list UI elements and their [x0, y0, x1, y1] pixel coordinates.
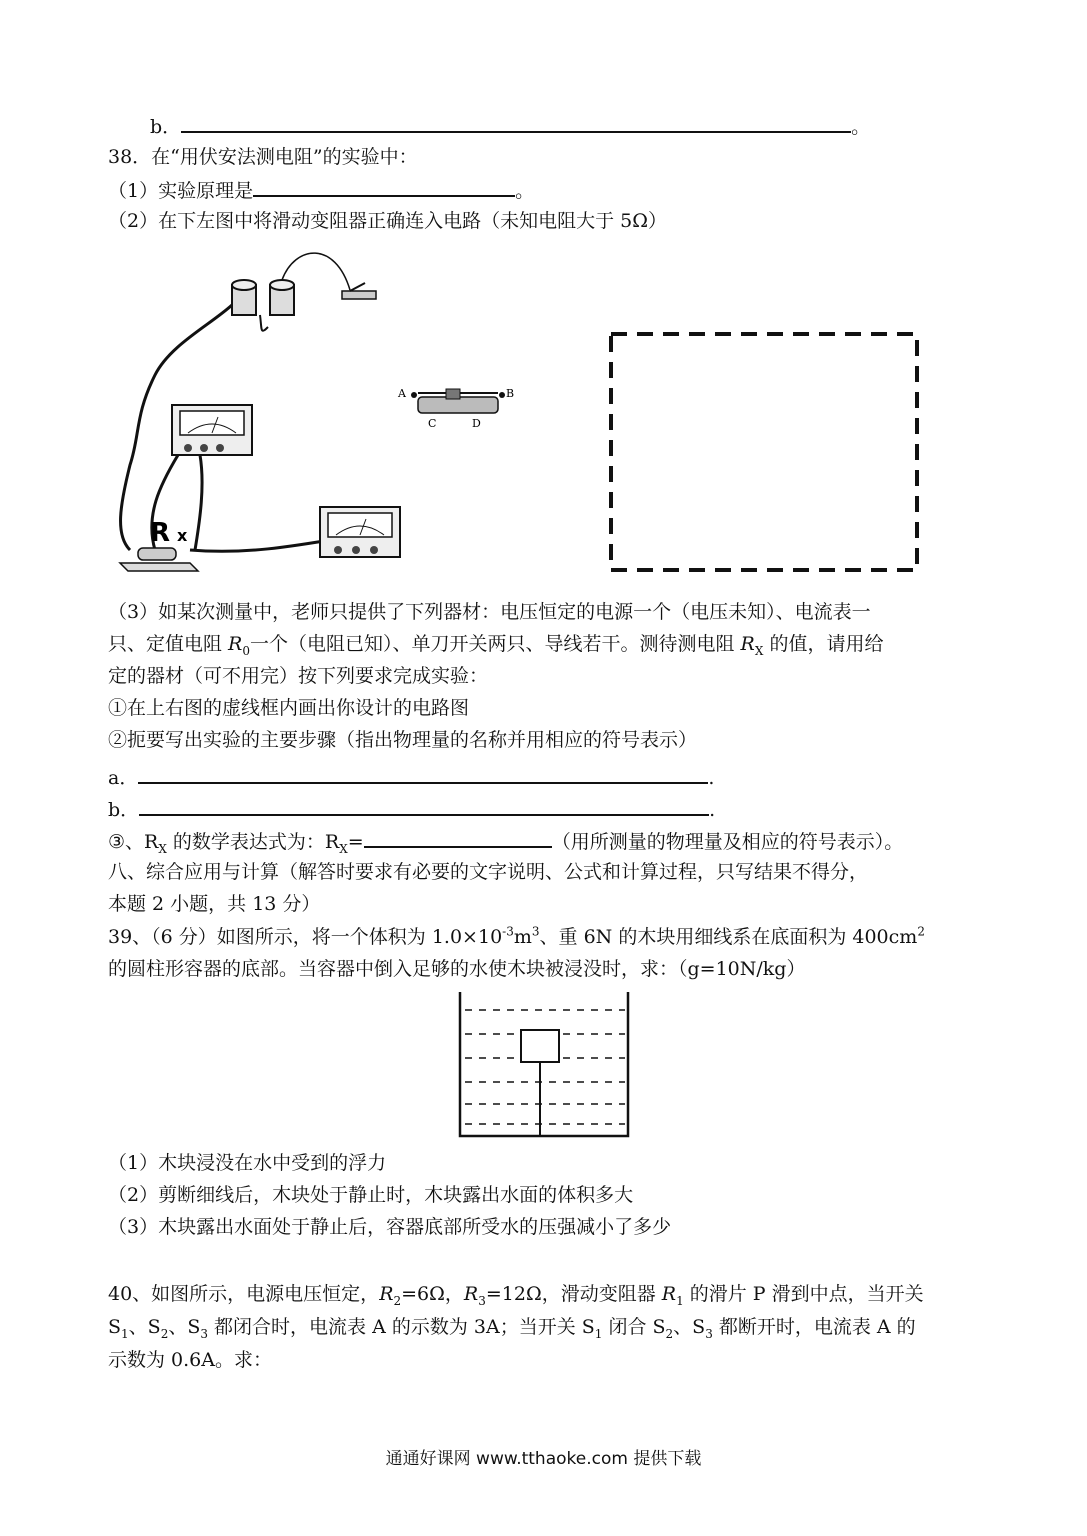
rheostat-icon [411, 389, 505, 413]
q40-l2-s2: 2 [160, 1326, 169, 1341]
q38-part2: （2）在下左图中将滑动变阻器正确连入电路（未知电阻大于 5Ω） [108, 210, 667, 232]
q38-step-a [108, 764, 714, 790]
step-a-label: a． [108, 767, 139, 789]
step-b-end: . [709, 799, 716, 821]
wood-block [521, 1030, 559, 1062]
q40-l2-c: 、S [168, 1316, 201, 1338]
q40-l1-c: =12Ω，滑动变阻器 [485, 1283, 662, 1305]
q37-b-label: b． [150, 116, 182, 138]
container-figure [455, 990, 635, 1140]
rx-label: R [150, 518, 171, 548]
step-a-blank[interactable] [138, 764, 708, 784]
q39-line1 [108, 925, 925, 949]
q40-l2-s2b: 2 [665, 1326, 674, 1341]
q40-line2 [108, 1315, 916, 1339]
section8-line2: 本题 2 小题，共 13 分） [108, 893, 321, 915]
q38-part3-line3: 定的器材（可不用完）按下列要求完成实验： [108, 665, 489, 687]
q40-l2-b: 、S [128, 1316, 161, 1338]
q39-sub1: （1）木块浸没在水中受到的浮力 [108, 1152, 387, 1174]
q38-title: 38．在“用伏安法测电阻”的实验中： [108, 146, 418, 168]
terminal-a-label: A [398, 387, 406, 400]
p3-rx-sub: X [754, 643, 764, 658]
terminal-b-label: B [506, 387, 515, 400]
terminal-c-label: C [428, 417, 437, 430]
q40-line3: 示数为 0.6A。求： [108, 1349, 272, 1371]
q40-r3-sub: 3 [478, 1293, 486, 1308]
q40-r1-sub: 1 [676, 1293, 684, 1308]
p3-rx: R [740, 633, 755, 655]
q38-part1-end: 。 [515, 180, 535, 202]
q40-l1-d: 的滑片 P 滑到中点，当开关 [683, 1283, 924, 1305]
page-footer: 通通好课网 www.tthaoke.com 提供下载 [385, 1449, 702, 1469]
q40-r1: R [661, 1283, 677, 1305]
q40-l2-s1b: 1 [594, 1326, 603, 1341]
q40-l2-d: 都闭合时，电流表 A 的示数为 3A；当开关 S [208, 1316, 595, 1338]
resistor-rx-icon [120, 548, 198, 571]
step3-end: （用所测量的物理量及相应的符号表示）。 [551, 831, 904, 853]
step3-a: ③、R [108, 831, 159, 853]
circuit-apparatus-figure [100, 245, 530, 585]
q38-part3-line1: （3）如某次测量中，老师只提供了下列器材：电压恒定的电源一个（电压未知）、电流表一 [108, 601, 871, 623]
q40-l2-s3b: 3 [705, 1326, 713, 1341]
section8-line1: 八、综合应用与计算（解答时要求有必要的文字说明、公式和计算过程，只写结果不得分， [108, 861, 869, 883]
step3-c: = [347, 831, 364, 853]
q40-l2-a: S [108, 1316, 122, 1338]
q40-r2: R [379, 1283, 394, 1305]
switch-icon [342, 283, 376, 299]
q39-l1-b: m [513, 926, 532, 948]
p3-text-a: 只、定值电阻 [108, 633, 229, 655]
step-a-end: . [708, 767, 715, 789]
q39-sub3: （3）木块露出水面处于静止后，容器底部所受水的压强减小了多少 [108, 1216, 672, 1238]
q40-l1-b: =6Ω， [401, 1283, 464, 1305]
terminal-d-label: D [472, 417, 481, 430]
q38-step3 [108, 828, 903, 854]
q38-part1-text: （1）实验原理是 [108, 180, 254, 202]
p3-r0-sub: 0 [242, 643, 250, 658]
step-b-blank[interactable] [139, 796, 709, 816]
q40-line1 [108, 1282, 924, 1306]
q38-principle-blank[interactable] [253, 177, 515, 197]
water-lines [465, 1010, 625, 1124]
q40-l2-g: 都断开时，电流表 A 的 [712, 1316, 916, 1338]
p3-r0: R [228, 633, 243, 655]
voltmeter-icon [172, 405, 252, 455]
q37-b-end: 。 [851, 116, 871, 138]
q40-l2-f: 、S [673, 1316, 706, 1338]
q39-l1-c: 、重 6N 的木块用细线系在底面积为 400cm [539, 926, 918, 948]
q40-r2-sub: 2 [393, 1293, 402, 1308]
q40-l2-s3: 3 [200, 1326, 209, 1341]
q40-l2-s1: 1 [121, 1326, 129, 1341]
q38-part3-line2 [108, 632, 883, 656]
rx-label-sub: x [177, 526, 188, 545]
q37-b-blank[interactable] [181, 113, 851, 133]
p3-text-b: 一个（电阻已知）、单刀开关两只、导线若干。测待测电阻 [250, 633, 741, 655]
q40-l1-a: 40、如图所示，电源电压恒定， [108, 1283, 380, 1305]
q39-sub2: （2）剪断细线后，木块处于静止时，木块露出水面的体积多大 [108, 1184, 634, 1206]
ammeter-icon [320, 507, 400, 557]
q38-step2: ②扼要写出实验的主要步骤（指出物理量的名称并用相应的符号表示） [108, 729, 698, 751]
step3-sub2: X [339, 841, 348, 856]
circuit-design-box[interactable] [605, 328, 925, 578]
step3-b: 的数学表达式为：R [166, 831, 340, 853]
q38-step1: ①在上右图的虚线框内画出你设计的电路图 [108, 697, 470, 719]
q39-line2: 的圆柱形容器的底部。当容器中倒入足够的水使木块被浸没时，求：（g=10N/kg） [108, 958, 806, 980]
battery-icon [232, 280, 294, 315]
q37-b-line [150, 113, 870, 139]
step3-sub1: X [158, 841, 167, 856]
step-b-label: b． [108, 799, 140, 821]
q39-l1-sup1: -3 [502, 924, 514, 939]
q40-l2-e: 闭合 S [602, 1316, 666, 1338]
rx-expression-blank[interactable] [364, 828, 552, 848]
q38-step-b [108, 796, 715, 822]
q40-r3: R [463, 1283, 479, 1305]
container-walls [460, 992, 628, 1136]
q39-l1-a: 39、（6 分）如图所示，将一个体积为 1.0×10 [108, 926, 503, 948]
q39-l1-sup2: 3 [531, 924, 540, 939]
q39-l1-sup3: 2 [917, 924, 925, 939]
p3-text-c: 的值，请用给 [763, 633, 884, 655]
q38-part1 [108, 177, 534, 203]
